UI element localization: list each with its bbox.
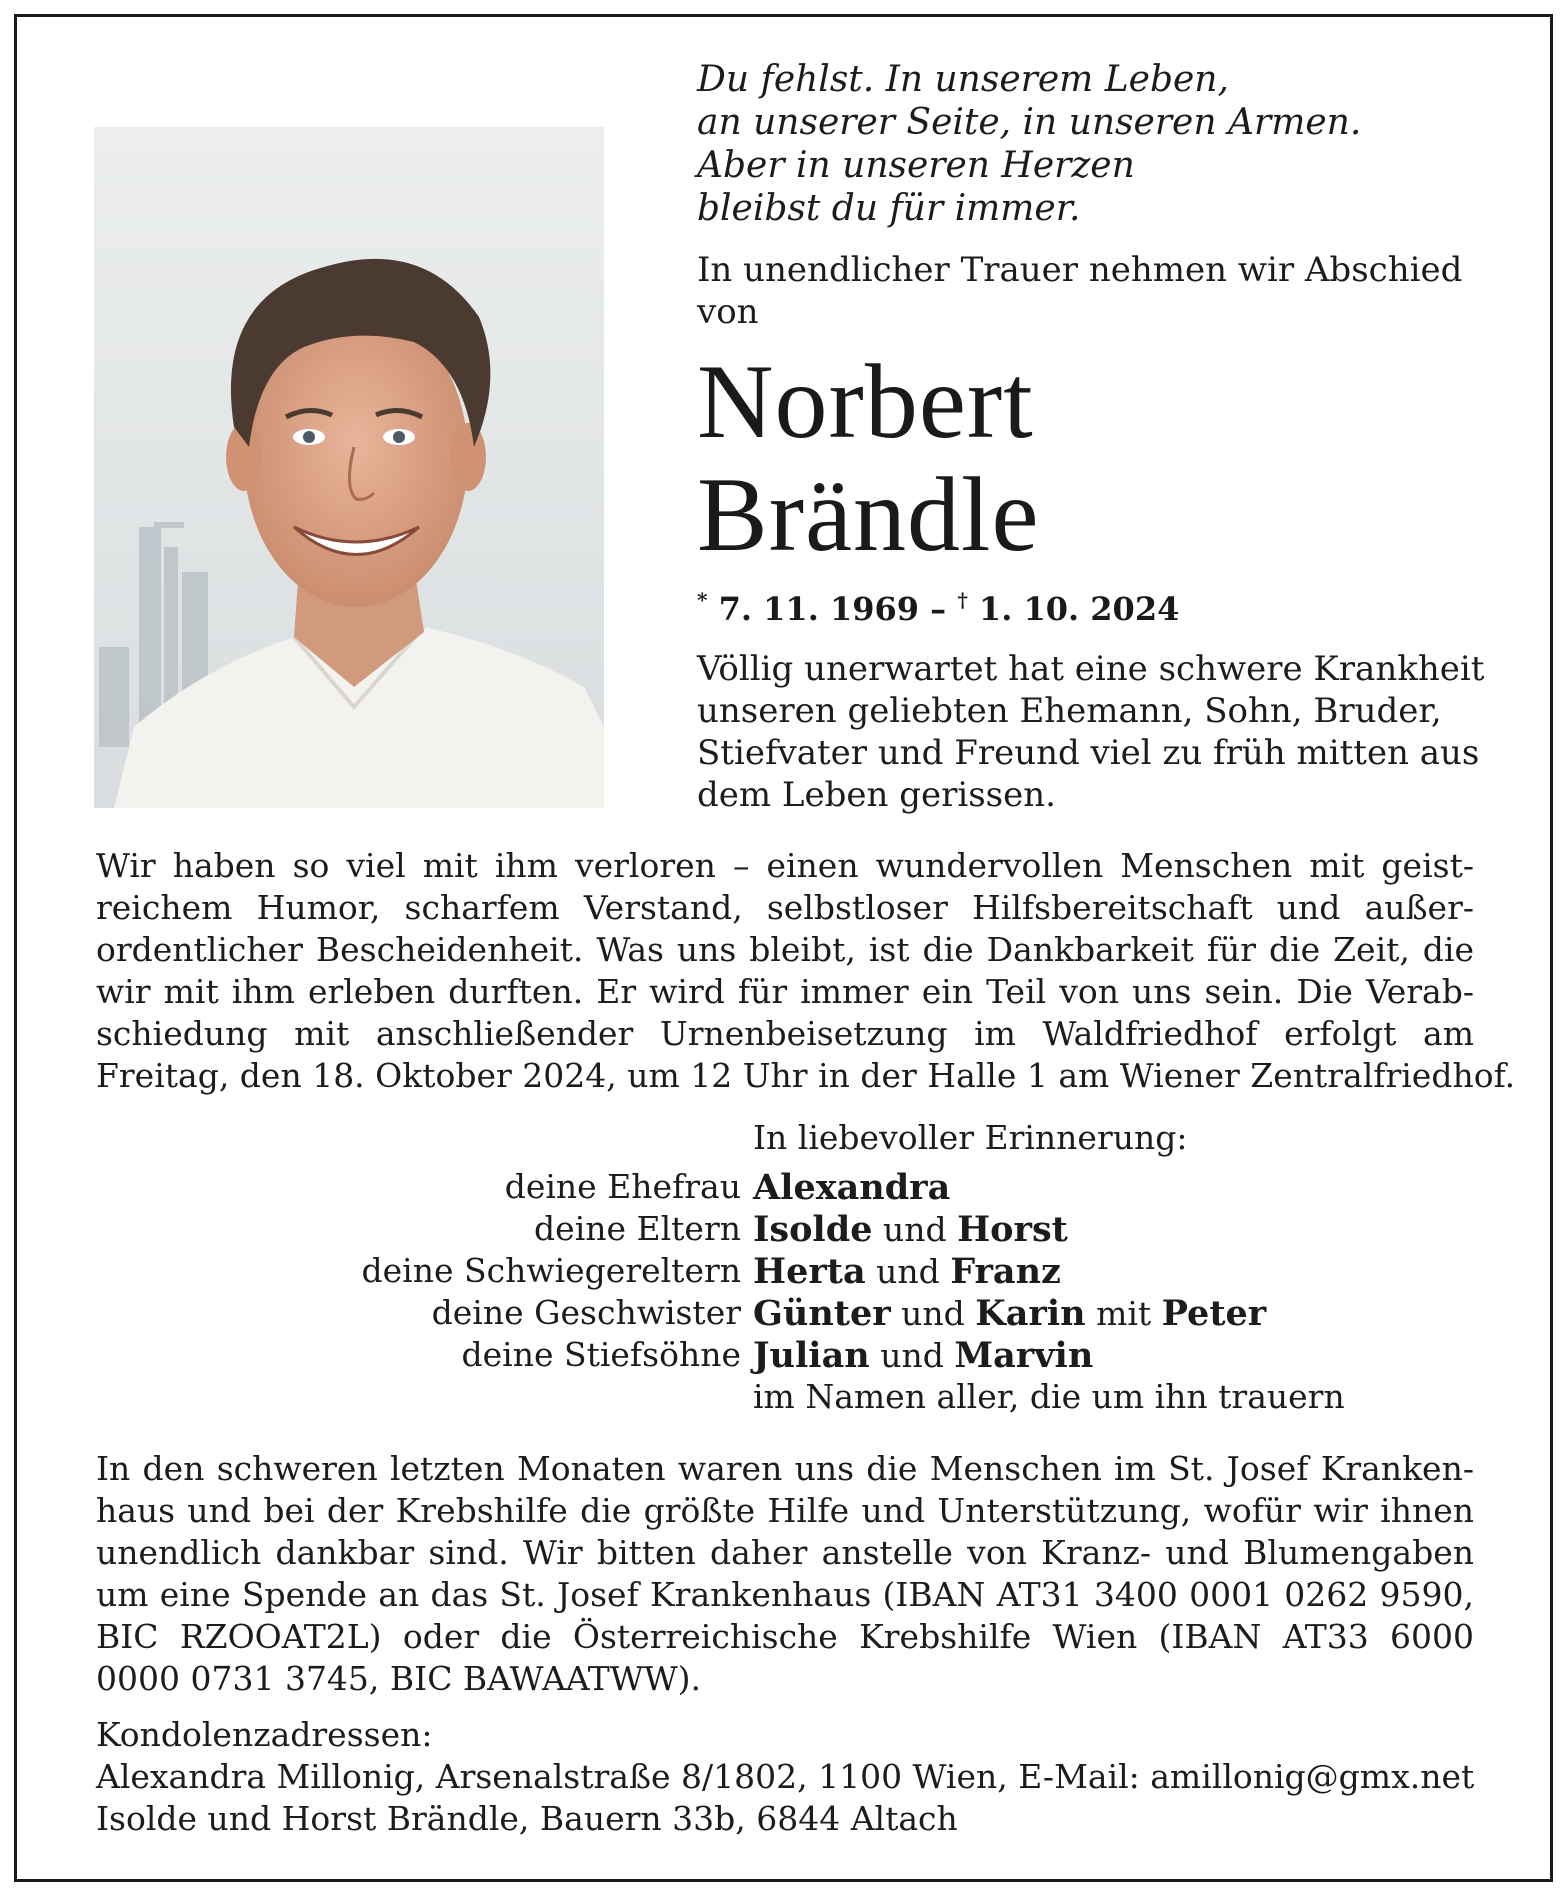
family-member-name: Isolde <box>753 1209 873 1250</box>
text-line: dem Leben gerissen. <box>697 775 1056 815</box>
quote-line: an unserer Seite, in unseren Armen. <box>697 102 1362 143</box>
quote-line: Aber in unseren Herzen <box>697 145 1135 186</box>
death-date: 1. 10. 2024 <box>978 590 1180 628</box>
family-relation: deine Ehefrau <box>504 1167 741 1206</box>
family-member-name: Günter <box>753 1293 891 1334</box>
family-connector: und <box>890 1294 976 1333</box>
family-member-name: Julian <box>753 1335 870 1376</box>
condolence-address: Alexandra Millonig, Arsenalstraße 8/1802, 1100 Wien, E-Mail: amillonig@gmx.net <box>96 1757 1475 1796</box>
text-line: um eine Spende an das St. Josef Krankenhaus (IBAN AT31 3400 0001 0262 9590, <box>96 1575 1474 1614</box>
condolence-addresses <box>96 1714 1496 1840</box>
family-member-name: Marvin <box>954 1335 1094 1376</box>
family-member-name: Peter <box>1161 1293 1267 1334</box>
family-relation: deine Schwiegereltern <box>361 1251 741 1290</box>
last-name: Brändle <box>697 456 1040 573</box>
family-connector: im Namen aller, die um ihn trauern <box>753 1377 1345 1416</box>
family-connector: und <box>869 1336 955 1375</box>
family-row <box>96 1251 1496 1293</box>
text-line: unendlich dankbar sind. Wir bitten daher anstelle von Kranz- und Blumengaben <box>96 1533 1474 1572</box>
family-connector: und <box>865 1252 951 1291</box>
family-row <box>96 1335 1496 1377</box>
death-symbol: † <box>957 588 968 612</box>
quote-line: Du fehlst. In unserem Leben, <box>697 59 1229 100</box>
deceased-name <box>697 345 1497 571</box>
date-separator: – <box>930 590 947 628</box>
memory-heading: In liebevoller Erinnerung: <box>753 1118 1188 1157</box>
family-names <box>753 1293 1266 1334</box>
family-relation: deine Eltern <box>534 1209 741 1248</box>
farewell-intro <box>697 249 1477 333</box>
text-line: schiedung mit anschließender Urnenbeisetzung im Waldfriedhof erfolgt am <box>96 1014 1474 1053</box>
life-dates <box>697 590 1179 628</box>
portrait-photo <box>94 127 604 808</box>
family-connector: und <box>872 1210 958 1249</box>
birth-date: 7. 11. 1969 <box>718 590 920 628</box>
family-member-name: Herta <box>753 1251 866 1292</box>
condolence-heading: Kondolenzadressen: <box>96 1715 433 1754</box>
intro-line: von <box>697 292 759 332</box>
family-names <box>753 1335 1093 1376</box>
text-line: BIC RZOOAT2L) oder die Österreichische Krebshilfe Wien (IBAN AT33 6000 <box>96 1617 1474 1656</box>
intro-line: In unendlicher Trauer nehmen wir Abschied <box>697 250 1463 290</box>
family-row <box>96 1377 1496 1419</box>
condolence-address: Isolde und Horst Brändle, Bauern 33b, 6844 Altach <box>96 1799 958 1838</box>
text-line: Freitag, den 18. Oktober 2024, um 12 Uhr in der Halle 1 am Wiener Zentralfriedhof. <box>96 1056 1516 1095</box>
memorial-quote <box>697 58 1497 230</box>
quote-line: bleibst du für immer. <box>697 188 1081 229</box>
donation-paragraph <box>96 1448 1474 1700</box>
family-member-name: Horst <box>957 1209 1068 1250</box>
first-name: Norbert <box>697 343 1034 460</box>
text-line: Stiefvater und Freund viel zu früh mitten aus <box>697 733 1480 773</box>
text-line: 0000 0731 3745, BIC BAWAATWW). <box>96 1659 702 1698</box>
text-line: reichem Humor, scharfem Verstand, selbstloser Hilfsbereitschaft und außer- <box>96 888 1474 927</box>
family-names <box>753 1251 1061 1292</box>
family-member-name: Franz <box>950 1251 1061 1292</box>
birth-symbol: * <box>697 588 708 612</box>
text-line: Wir haben so viel mit ihm verloren – einen wundervollen Menschen mit geist- <box>96 846 1474 885</box>
main-paragraph <box>96 845 1516 1097</box>
text-line: wir mit ihm erleben durften. Er wird für immer ein Teil von uns sein. Die Verab- <box>96 972 1474 1011</box>
family-names <box>753 1209 1068 1250</box>
portrait-illustration <box>94 127 604 808</box>
cause-paragraph <box>697 648 1485 816</box>
text-line: Völlig unerwartet hat eine schwere Krankheit <box>697 649 1485 689</box>
text-line: In den schweren letzten Monaten waren uns die Menschen im St. Josef Kranken- <box>96 1449 1474 1488</box>
text-line: ordentlicher Bescheidenheit. Was uns bleibt, ist die Dankbarkeit für die Zeit, die <box>96 930 1474 969</box>
text-line: unseren geliebten Ehemann, Sohn, Bruder, <box>697 691 1442 731</box>
family-names <box>753 1167 950 1208</box>
text-line: haus und bei der Krebshilfe die größte Hilfe und Unterstützung, wofür wir ihnen <box>96 1491 1474 1530</box>
family-member-name: Alexandra <box>753 1167 951 1208</box>
family-list <box>96 1167 1496 1419</box>
family-relation: deine Stiefsöhne <box>461 1335 741 1374</box>
family-row <box>96 1209 1496 1251</box>
family-member-name: Karin <box>975 1293 1086 1334</box>
family-row <box>96 1293 1496 1335</box>
family-names <box>753 1377 1345 1416</box>
family-relation: deine Geschwister <box>431 1293 741 1332</box>
family-connector: mit <box>1085 1294 1162 1333</box>
family-row <box>96 1167 1496 1209</box>
